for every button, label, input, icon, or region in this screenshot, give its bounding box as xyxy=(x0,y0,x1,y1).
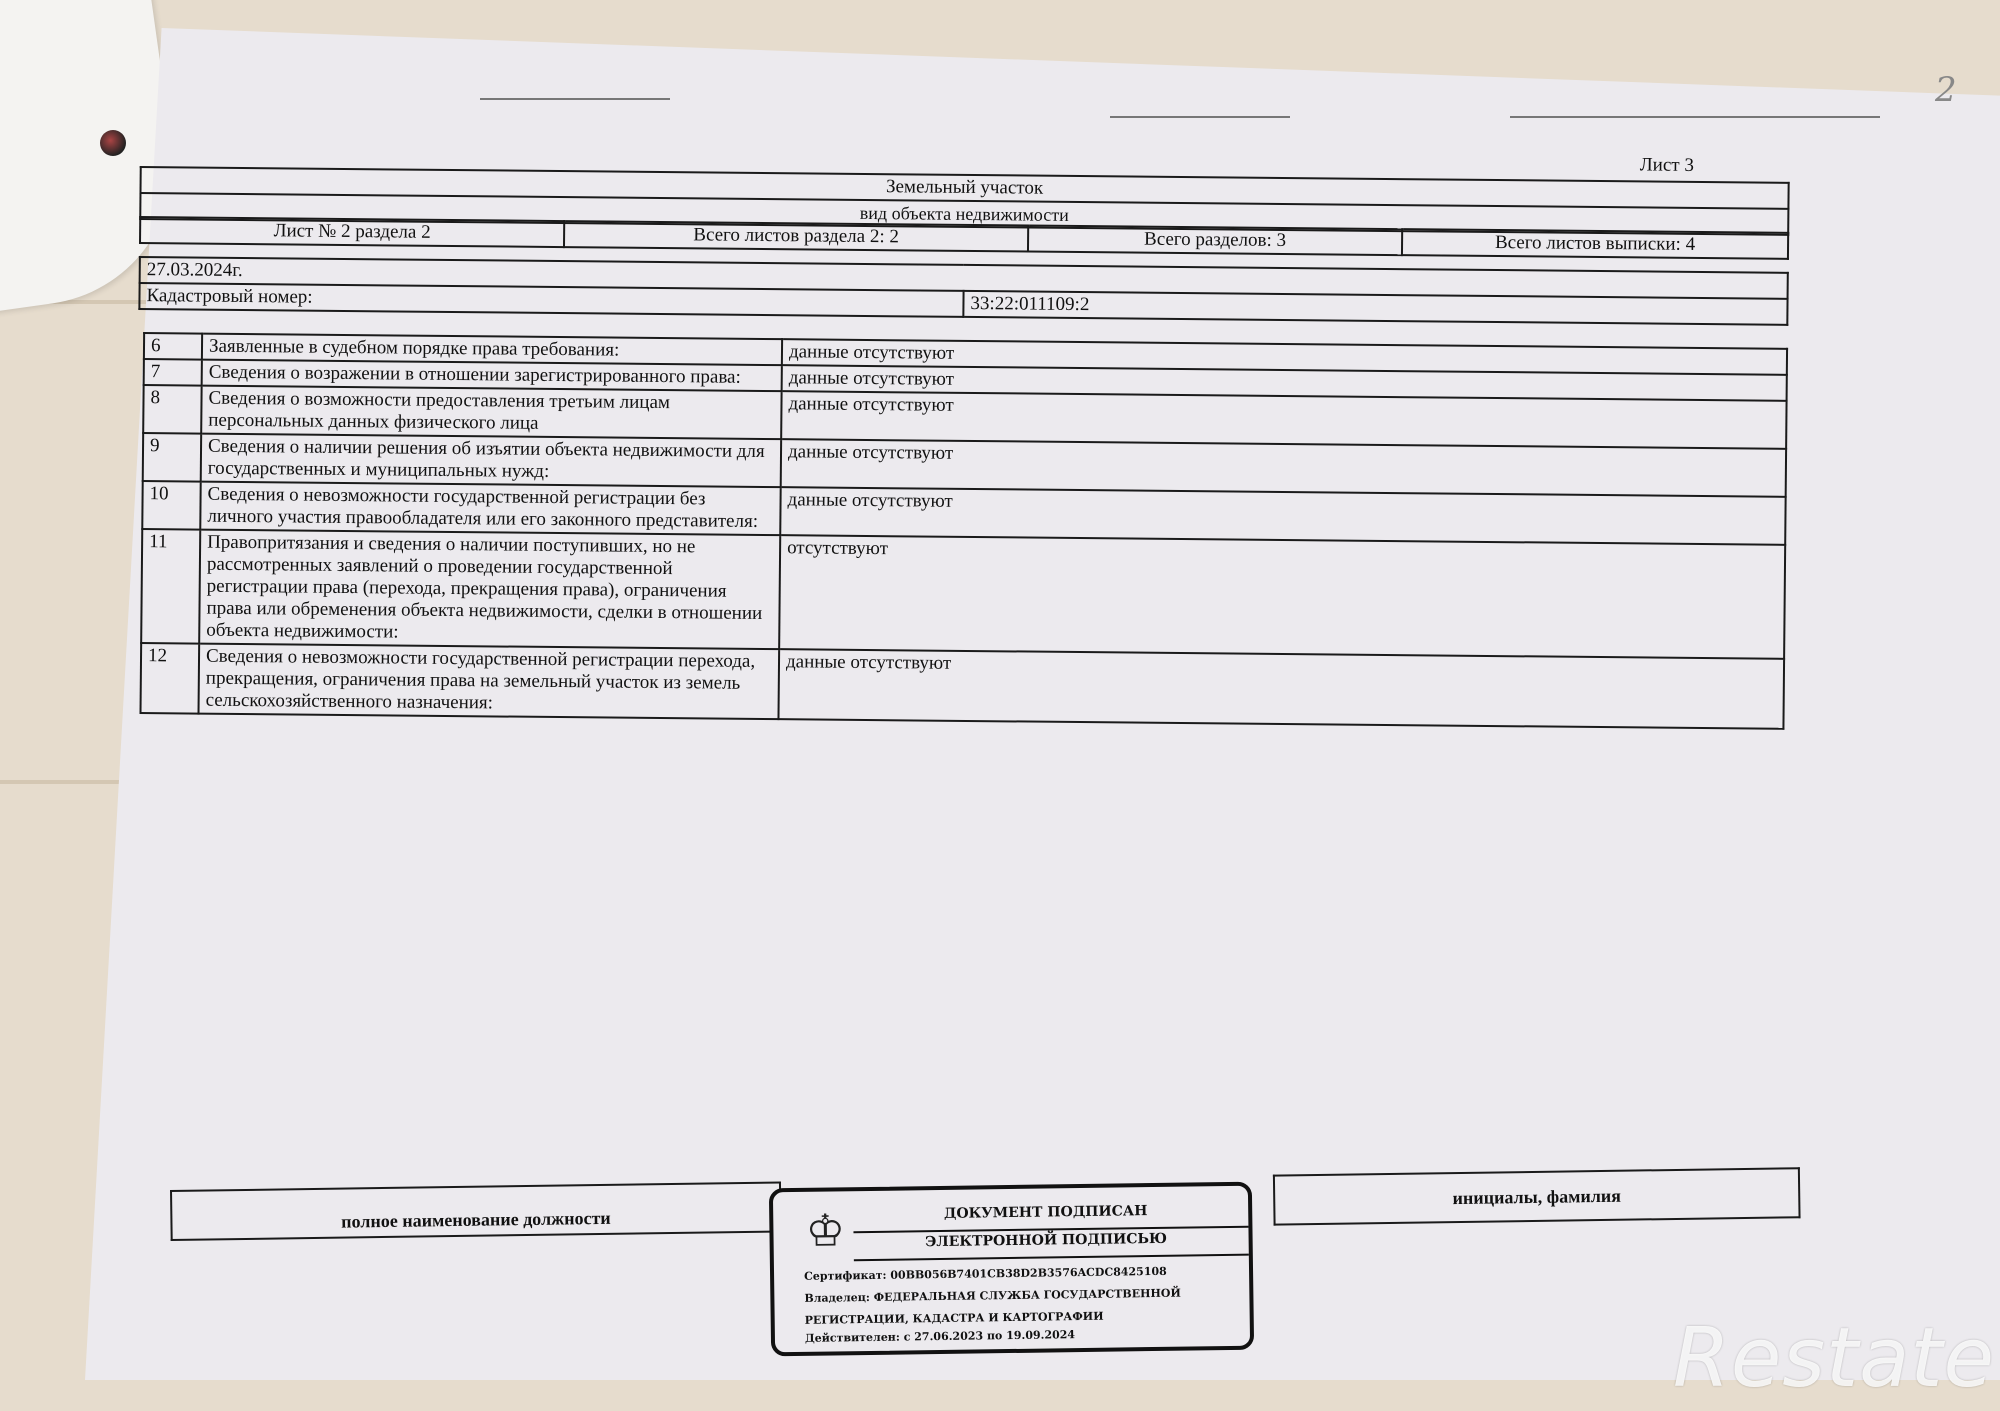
table-row xyxy=(141,529,1785,659)
name-label: инициалы, фамилия xyxy=(1274,1168,1800,1224)
row-label: Сведения о невозможности государственной регистрации перехода, прекращения, ограничения права на земельный участок из земель сельскохозяйственного назначения: xyxy=(198,644,779,720)
handwritten-page-number: 2 xyxy=(1935,70,1957,110)
stamp-line-1: ДОКУМЕНТ ПОДПИСАН xyxy=(943,1203,1148,1222)
row-value: данные отсутствуют xyxy=(782,365,1787,401)
table-row xyxy=(140,643,1784,729)
records-table xyxy=(139,332,1788,730)
restate-watermark-logo: Restate xyxy=(1672,1311,1995,1406)
stamp-owner-1: Владелец: ФЕДЕРАЛЬНАЯ СЛУЖБА ГОСУДАРСТВЕННОЙ xyxy=(804,1286,1181,1305)
total-sheets-section: Всего листов раздела 2: 2 xyxy=(564,221,1028,251)
top-rule xyxy=(1110,116,1290,118)
row-value: данные отсутствуют xyxy=(778,649,1784,729)
row-number: 8 xyxy=(143,385,201,434)
cadastral-number: 33:22:011109:2 xyxy=(963,291,1787,325)
row-value: данные отсутствуют xyxy=(781,391,1786,449)
row-value: данные отсутствуют xyxy=(780,487,1785,545)
row-label: Сведения о наличии решения об изъятии объекта недвижимости для государственных и муниципальных нужд: xyxy=(201,434,781,488)
cadastral-label: Кадастровый номер: xyxy=(139,283,963,317)
extract-date: 27.03.2024г. xyxy=(140,257,1788,299)
stamp-line-2: ЭЛЕКТРОННОЙ ПОДПИСЬЮ xyxy=(925,1230,1168,1251)
row-value: данные отсутствуют xyxy=(782,339,1787,375)
row-value: отсутствуют xyxy=(779,535,1785,659)
stamp-divider xyxy=(854,1254,1249,1262)
row-number: 9 xyxy=(143,433,201,482)
row-label: Сведения о возражении в отношении зарегистрированного права: xyxy=(202,360,782,392)
sheet-label: Лист 3 xyxy=(1639,154,1694,176)
stamp-certificate: Сертификат: 00BB056B7401CB38D2B3576ACDC8425108 xyxy=(803,1264,1167,1283)
position-label: полное наименование должности xyxy=(171,1182,781,1239)
row-label: Сведения о возможности предоставления третьим лицам персональных данных физического лица xyxy=(201,386,781,440)
total-sheets-extract: Всего листов выписки: 4 xyxy=(1402,229,1788,259)
row-value: данные отсутствуют xyxy=(781,439,1786,497)
row-label: Заявленные в судебном порядке права требования: xyxy=(202,334,782,366)
row-number: 11 xyxy=(141,529,200,644)
row-label: Сведения о невозможности государственной регистрации без личного участия правообладателя или его законного представителя: xyxy=(200,482,780,536)
top-rule xyxy=(480,98,670,100)
stamp-owner-2: РЕГИСТРАЦИИ, КАДАСТРА И КАРТОГРАФИИ xyxy=(804,1309,1104,1327)
total-sections: Всего разделов: 3 xyxy=(1028,226,1402,256)
object-type-caption: вид объекта недвижимости xyxy=(140,193,1788,235)
row-label: Правопритязания и сведения о наличии поступивших, но не рассмотренных заявлений о проведении государственной регистрации права (перехода, прекращения права), ограничения права или обременения объекта недвижимости, сделки в отношении объекта недвижимости: xyxy=(199,530,780,650)
object-type: Земельный участок xyxy=(140,167,1788,209)
top-rule xyxy=(1510,116,1880,118)
row-number: 12 xyxy=(140,643,199,714)
sheet-section: Лист № 2 раздела 2 xyxy=(140,217,564,247)
row-number: 7 xyxy=(144,359,202,386)
row-number: 10 xyxy=(142,481,200,530)
electronic-signature-stamp xyxy=(769,1182,1254,1357)
stamp-validity: Действителен: с 27.06.2023 по 19.09.2024 xyxy=(804,1328,1076,1345)
row-number: 6 xyxy=(144,333,202,360)
coat-of-arms-icon: ♔ xyxy=(805,1206,846,1256)
binder-pin-icon xyxy=(100,130,126,156)
